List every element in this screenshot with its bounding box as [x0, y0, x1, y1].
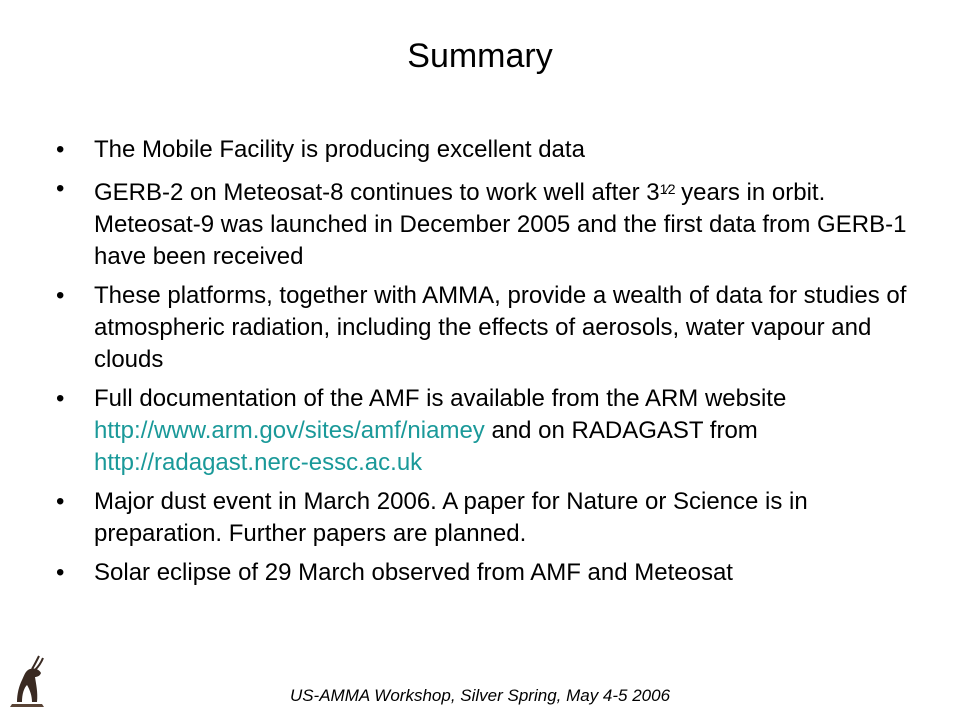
bullet-text-cont: years in orbit. Meteosat-9 was launched in December 2005 and the first data from GERB-1 have been received: [94, 179, 907, 270]
bullet-text: Major dust event in March 2006. A paper for Nature or Science is in preparation. Further papers are planned.: [94, 488, 808, 547]
bullet-text: GERB-2 on Meteosat-8 continues to work well after 3: [94, 179, 660, 206]
bullet-marker: •: [56, 282, 65, 309]
bullet-item-5: [56, 486, 916, 550]
slide-title: Summary: [407, 37, 553, 75]
bullet-marker: •: [56, 385, 65, 412]
bullet-item-4: [56, 383, 916, 479]
bullet-item-3: [56, 280, 916, 376]
bullet-item-2: [56, 173, 916, 273]
bullet-item-1: [56, 134, 916, 166]
bullet-marker: •: [56, 136, 65, 163]
footer-caption: US-AMMA Workshop, Silver Spring, May 4-5 2006: [289, 686, 671, 705]
bullet-marker: •: [56, 175, 65, 202]
bullet-marker: •: [56, 559, 65, 586]
bullet-text: Solar eclipse of 29 March observed from AMF and Meteosat: [94, 559, 733, 586]
bullet-text-cont: and on RADAGAST from: [484, 417, 758, 444]
arm-website-link[interactable]: http://www.arm.gov/sites/amf/niamey: [94, 417, 485, 444]
bullet-list: [56, 134, 916, 596]
bullet-item-6: [56, 557, 916, 589]
fraction-half: 1⁄2: [659, 181, 675, 197]
bullet-marker: •: [56, 488, 65, 515]
radagast-website-link[interactable]: http://radagast.nerc-essc.ac.uk: [94, 449, 423, 476]
bullet-text: These platforms, together with AMMA, provide a wealth of data for studies of atmospheric radiation, including the effects of aerosols, water vapour and clouds: [94, 282, 907, 373]
bullet-text: The Mobile Facility is producing excellent data: [94, 136, 585, 163]
bullet-text: Full documentation of the AMF is available from the ARM website: [94, 385, 787, 412]
